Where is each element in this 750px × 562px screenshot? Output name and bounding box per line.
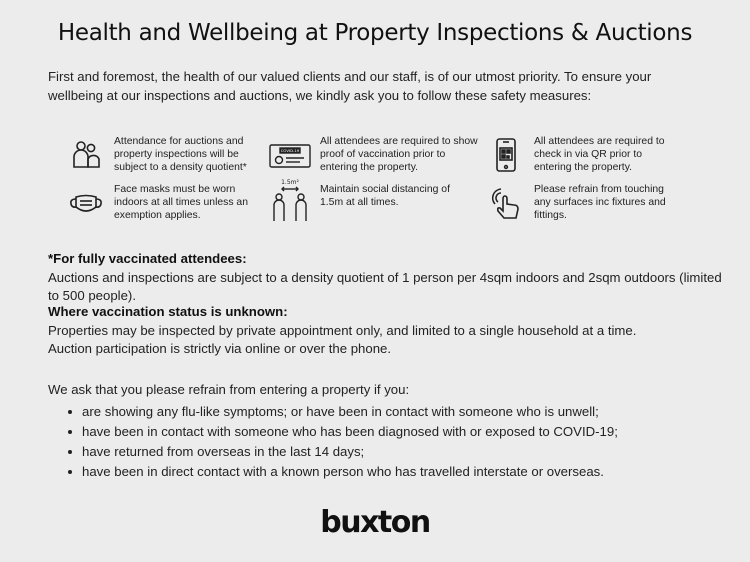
measure-text: All attendees are required to check in via QR prior to entering the property. bbox=[534, 136, 665, 173]
measure-face-mask bbox=[66, 183, 264, 223]
vaccinated-heading: *For fully vaccinated attendees: bbox=[48, 251, 247, 266]
unknown-heading: Where vaccination status is unknown: bbox=[48, 304, 288, 319]
page-title: Health and Wellbeing at Property Inspections & Auctions bbox=[57, 20, 693, 46]
people-icon bbox=[66, 135, 106, 175]
measure-text: Please refrain from touching any surfaces inc fixtures and fittings. bbox=[534, 184, 666, 221]
intro-paragraph: First and foremost, the health of our valued clients and our staff, is of our utmost priority. To ensure your wellbeing at our inspections and auctions, we kindly ask you to follow these safety measures: bbox=[48, 69, 652, 103]
no-touch-icon bbox=[486, 183, 526, 223]
measure-text: Maintain social distancing of 1.5m at all times. bbox=[320, 184, 450, 208]
refrain-section bbox=[48, 381, 728, 482]
list-item: have returned from overseas in the last 14 days; bbox=[48, 442, 728, 462]
vaccination-icon-label: COVID-19 bbox=[280, 148, 300, 153]
measure-no-touch bbox=[486, 183, 674, 223]
measure-text: Attendance for auctions and property inspections will be subject to a density quotient* bbox=[114, 136, 247, 173]
refrain-intro: We ask that you please refrain from entering a property if you: bbox=[48, 382, 410, 397]
unknown-line-2: Auction participation is strictly via online or over the phone. bbox=[48, 341, 392, 356]
face-mask-icon bbox=[66, 183, 106, 223]
buxton-logo: buxton bbox=[320, 505, 430, 540]
measure-text: Face masks must be worn indoors at all times unless an exemption applies. bbox=[114, 184, 248, 221]
unknown-line-1: Properties may be inspected by private appointment only, and limited to a single household at a time. bbox=[48, 322, 637, 338]
vaccination-certificate-icon bbox=[268, 135, 312, 175]
list-item: have been in contact with someone who has been diagnosed with or exposed to COVID-19; bbox=[48, 422, 728, 442]
social-distancing-icon bbox=[268, 177, 312, 223]
refrain-list bbox=[48, 402, 728, 482]
measure-density bbox=[66, 135, 274, 175]
measure-vaccination bbox=[268, 135, 478, 175]
distance-label: 1.5m² bbox=[281, 179, 299, 186]
measure-social-distancing bbox=[268, 177, 450, 223]
measure-text: All attendees are required to show proof of vaccination prior to entering the property. bbox=[320, 136, 478, 173]
vaccinated-section bbox=[48, 250, 728, 306]
qr-phone-icon bbox=[486, 135, 526, 175]
measure-qr-checkin bbox=[486, 135, 674, 175]
list-item: have been in direct contact with a known person who has travelled interstate or overseas. bbox=[48, 462, 728, 482]
unknown-status-section bbox=[48, 303, 728, 359]
vaccinated-body: Auctions and inspections are subject to a density quotient of 1 person per 4sqm indoors and 2sqm outdoors (limited to 500 people). bbox=[48, 269, 722, 303]
list-item: are showing any flu-like symptoms; or have been in contact with someone who is unwell; bbox=[48, 402, 728, 422]
safety-measures bbox=[0, 130, 750, 230]
